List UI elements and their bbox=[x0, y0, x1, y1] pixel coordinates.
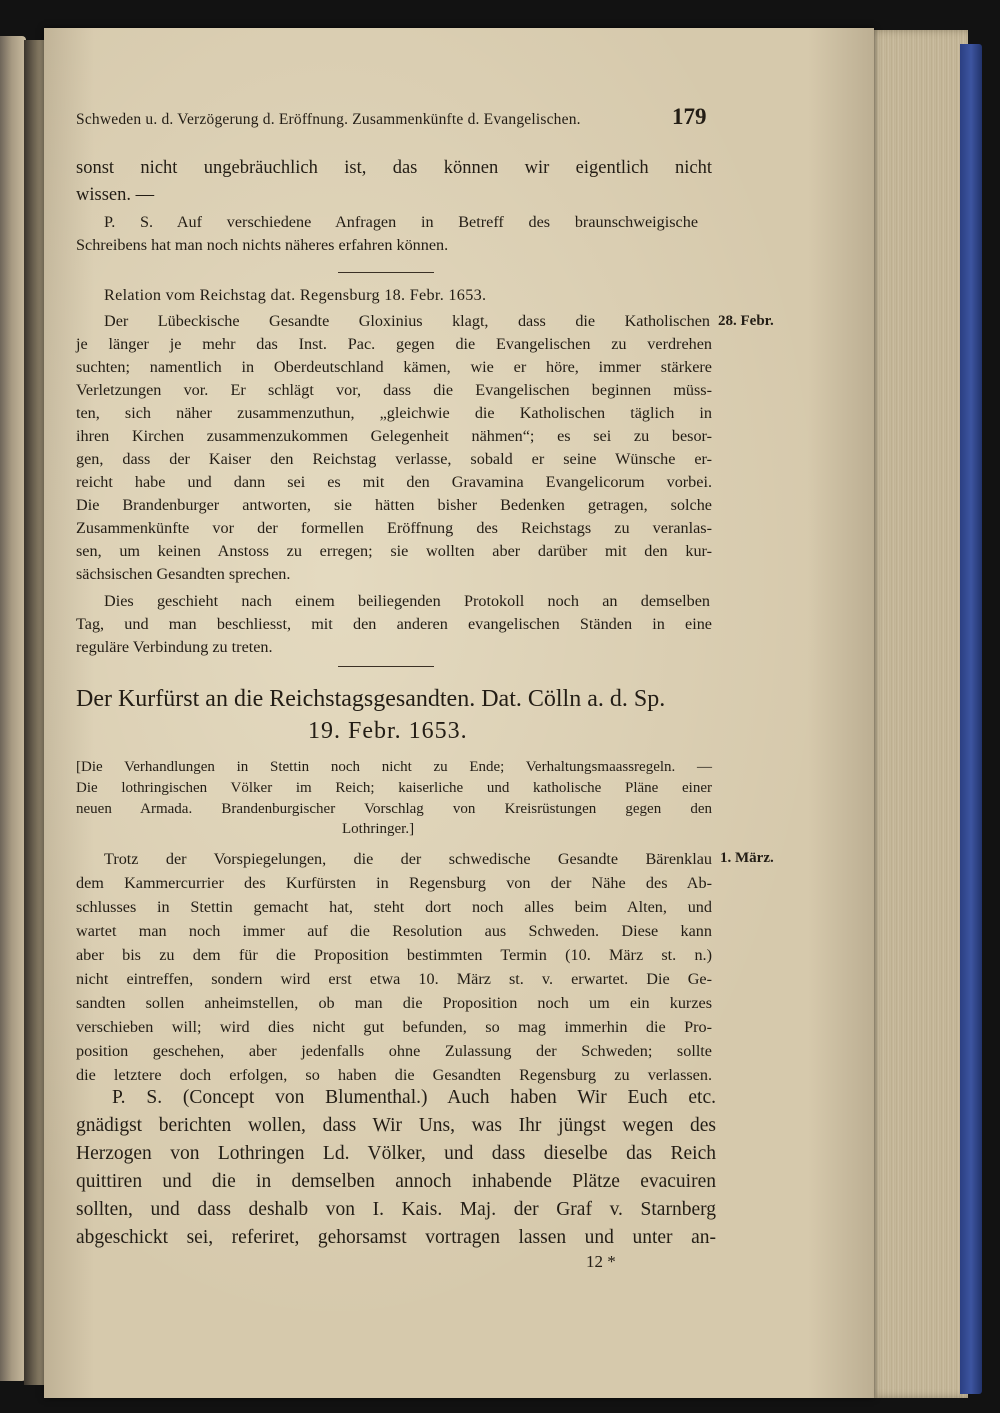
text-line: wissen. — bbox=[76, 185, 155, 205]
text-line: Schreibens hat man noch nichts näheres erfahren können. bbox=[76, 236, 449, 254]
text-line: reicht habe und dann sei es mit den Gravamina Evangelicorum vorbei. bbox=[76, 473, 712, 491]
summary-line: Die lothringischen Völker im Reich; kaiserliche und katholische Pläne einer bbox=[76, 780, 712, 796]
section-divider bbox=[338, 666, 434, 667]
text-line: sen, um keinen Anstoss zu erregen; sie wollten aber darüber mit den kur- bbox=[76, 542, 712, 560]
book-cover-edge bbox=[960, 44, 982, 1394]
text-line: die letztere doch erfolgen, so haben die Gesandten Regensburg zu verlassen. bbox=[76, 1066, 712, 1084]
text-line: Tag, und man beschliesst, mit den anderen evangelischen Ständen in eine bbox=[76, 615, 712, 633]
text-line: position geschehen, aber jedenfalls ohne Zulassung der Schweden; sollte bbox=[76, 1042, 712, 1060]
text-line: quittiren und die in demselben annoch inhabende Plätze evacuiren bbox=[76, 1171, 716, 1192]
text-line: wartet man noch immer auf die Resolution aus Schweden. Diese kann bbox=[76, 922, 712, 940]
text-line: ten, sich näher zusammenzuthun, „gleichwie die Katholischen täglich in bbox=[76, 404, 712, 422]
text-line: schlusses in Stettin gemacht hat, steht dort noch alles beim Alten, und bbox=[76, 898, 712, 916]
running-head: Schweden u. d. Verzögerung d. Eröffnung. Zusammenkünfte d. Evangelischen. bbox=[76, 111, 581, 128]
text-line: Dies geschieht nach einem beiliegenden Protokoll noch an demselben bbox=[104, 592, 710, 610]
text-line: P. S. (Concept von Blumenthal.) Auch haben Wir Euch etc. bbox=[112, 1087, 716, 1108]
text-line: sandten sollen anheimstellen, ob man die Proposition noch um ein kurzes bbox=[76, 994, 712, 1012]
left-page-edge bbox=[0, 36, 26, 1381]
text-line: ihren Kirchen zusammenzukommen Gelegenheit nähmen“; es sei zu besor- bbox=[76, 427, 712, 445]
text-line: Der Lübeckische Gesandte Gloxinius klagt, dass die Katholischen bbox=[104, 312, 710, 330]
text-line: nicht eintreffen, sondern wird erst etwa 10. März st. v. erwartet. Die Ge- bbox=[76, 970, 712, 988]
letter-date: 19. Febr. 1653. bbox=[308, 718, 468, 744]
section-divider bbox=[338, 272, 434, 273]
relation-heading: Relation vom Reichstag dat. Regensburg 18. Febr. 1653. bbox=[104, 286, 487, 304]
page-number: 179 bbox=[672, 104, 707, 129]
text-line: Trotz der Vorspiegelungen, die der schwedische Gesandte Bärenklau bbox=[104, 850, 712, 868]
text-line: P. S. Auf verschiedene Anfragen in Betreff des braunschweigische bbox=[104, 213, 698, 231]
text-line: gen, dass der Kaiser den Reichstag verlasse, sobald er seine Wünsche er- bbox=[76, 450, 712, 468]
text-line: gnädigst berichten wollen, dass Wir Uns, was Ihr jüngst wegen des bbox=[76, 1115, 716, 1136]
text-line: suchten; namentlich in Oberdeutschland kämen, wie er höre, immer stärkere bbox=[76, 358, 712, 376]
text-line: sächsischen Gesandten sprechen. bbox=[76, 565, 291, 583]
margin-date: 1. März. bbox=[720, 850, 774, 866]
page-stack-edge bbox=[860, 30, 968, 1398]
text-line: Zusammenkünfte vor der formellen Eröffnung des Reichstags zu veranlas- bbox=[76, 519, 712, 537]
text-line: Verletzungen vor. Er schlägt vor, dass die Evangelischen beginnen müss- bbox=[76, 381, 712, 399]
text-line: Herzogen von Lothringen Ld. Völker, und dass dieselbe das Reich bbox=[76, 1143, 716, 1164]
text-line: verschieben will; wird dies nicht gut befunden, so mag immerhin die Pro- bbox=[76, 1018, 712, 1036]
signature-mark: 12 * bbox=[586, 1252, 616, 1271]
text-line: reguläre Verbindung zu treten. bbox=[76, 638, 273, 656]
text-line: je länger je mehr das Inst. Pac. gegen die Evangelischen zu verdrehen bbox=[76, 335, 712, 353]
summary-line: neuen Armada. Brandenburgischer Vorschlag von Kreisrüstungen gegen den bbox=[76, 801, 712, 817]
text-line: aber bis zu dem für die Proposition bestimmten Termin (10. März st. n.) bbox=[76, 946, 712, 964]
margin-date: 28. Febr. bbox=[718, 313, 774, 329]
text-line: dem Kammercurrier des Kurfürsten in Regensburg von der Nähe des Ab- bbox=[76, 874, 712, 892]
text-line: Die Brandenburger antworten, sie hätten bisher Bedenken getragen, solche bbox=[76, 496, 712, 514]
summary-line: Lothringer.] bbox=[342, 821, 415, 837]
text-line: sonst nicht ungebräuchlich ist, das können wir eigentlich nicht bbox=[76, 158, 712, 178]
letter-title: Der Kurfürst an die Reichstagsgesandten. Dat. Cölln a. d. Sp. bbox=[76, 686, 666, 712]
text-line: sollten, und dass deshalb von I. Kais. Maj. der Graf v. Starnberg bbox=[76, 1199, 716, 1220]
summary-line: [Die Verhandlungen in Stettin noch nicht zu Ende; Verhaltungsmaassregeln. — bbox=[76, 759, 712, 775]
text-line: abgeschickt sei, referiret, gehorsamst vortragen lassen und unter an- bbox=[76, 1227, 716, 1248]
